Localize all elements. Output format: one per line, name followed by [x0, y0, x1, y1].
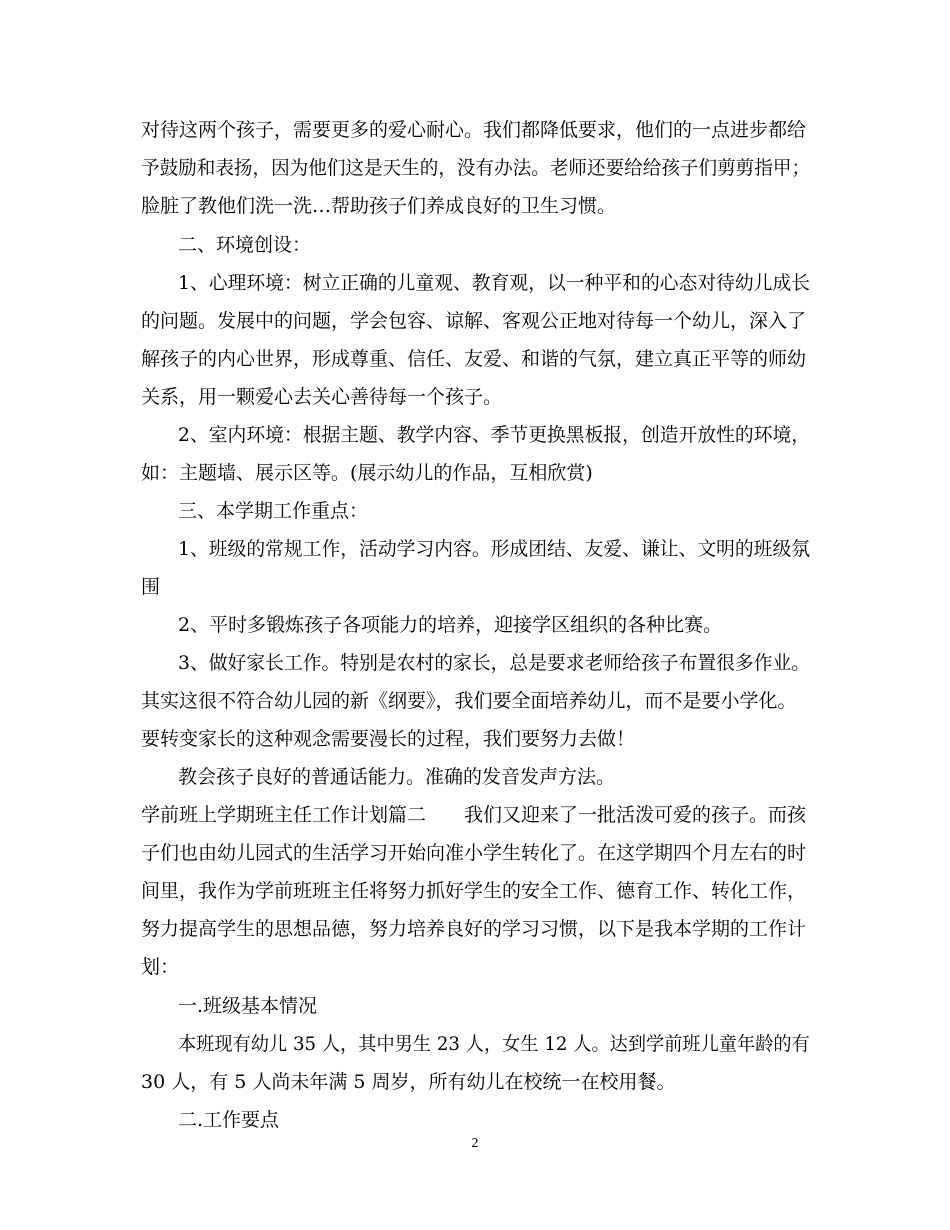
article-title-line: 学前班上学期班主任工作计划篇二 我们又迎来了一批活泼可爱的孩子。而孩	[141, 804, 807, 826]
section-heading: 二、环境创设：	[178, 234, 312, 256]
text-line: 1、心理环境：树立正确的儿童观、教育观，以一种平和的心态对待幼儿成长	[178, 272, 811, 294]
text-line: 间里，我作为学前班班主任将努力抓好学生的安全工作、德育工作、转化工作，	[141, 880, 807, 902]
text-line: 努力提高学生的思想品德，努力培养良好的学习习惯，以下是我本学期的工作计	[141, 918, 807, 940]
text-line: 2、室内环境：根据主题、教学内容、季节更换黑板报，创造开放性的环境，	[178, 424, 811, 446]
text-line: 的问题。发展中的问题，学会包容、谅解、客观公正地对待每一个幼儿，深入了	[141, 310, 807, 332]
page-number: 2	[471, 1136, 479, 1151]
text-line: 本班现有幼儿 35 人，其中男生 23 人，女生 12 人。达到学前班儿童年龄的有	[178, 1033, 810, 1055]
text-line: 30 人，有 5 人尚未年满 5 周岁，所有幼儿在校统一在校用餐。	[141, 1071, 676, 1093]
section-heading: 三、本学期工作重点：	[178, 500, 369, 522]
text-line: 围	[141, 576, 161, 598]
text-line: 1、班级的常规工作，活动学习内容。形成团结、友爱、谦让、文明的班级氛	[178, 538, 811, 560]
text-line: 解孩子的内心世界，形成尊重、信任、友爱、和谐的气氛，建立真正平等的师幼	[141, 348, 807, 370]
section-heading: 一.班级基本情况	[178, 995, 318, 1017]
text-line: 要转变家长的这种观念需要漫长的过程，我们要努力去做！	[141, 728, 636, 750]
text-line: 教会孩子良好的普通话能力。准确的发音发声方法。	[178, 766, 616, 788]
text-line: 关系，用一颗爱心去关心善待每一个孩子。	[141, 386, 503, 408]
text-line: 2、平时多锻炼孩子各项能力的培养，迎接学区组织的各种比赛。	[178, 614, 723, 636]
text-line: 其实这很不符合幼儿园的新《纲要》，我们要全面培养幼儿，而不是要小学化。	[141, 690, 797, 712]
text-line: 对待这两个孩子，需要更多的爱心耐心。我们都降低要求，他们的一点进步都给	[141, 119, 807, 141]
text-line: 如：主题墙、展示区等。(展示幼儿的作品，互相欣赏)	[141, 462, 593, 484]
section-heading: 二.工作要点	[178, 1109, 280, 1131]
text-line: 划：	[141, 956, 180, 978]
text-line: 脸脏了教他们洗一洗…帮助孩子们养成良好的卫生习惯。	[141, 195, 617, 217]
text-line: 子们也由幼儿园式的生活学习开始向准小学生转化了。在这学期四个月左右的时	[141, 842, 807, 864]
text-line: 3、做好家长工作。特别是农村的家长，总是要求老师给孩子布置很多作业。	[178, 652, 811, 674]
text-line: 予鼓励和表扬，因为他们这是天生的，没有办法。老师还要给给孩子们剪剪指甲；	[141, 157, 811, 179]
